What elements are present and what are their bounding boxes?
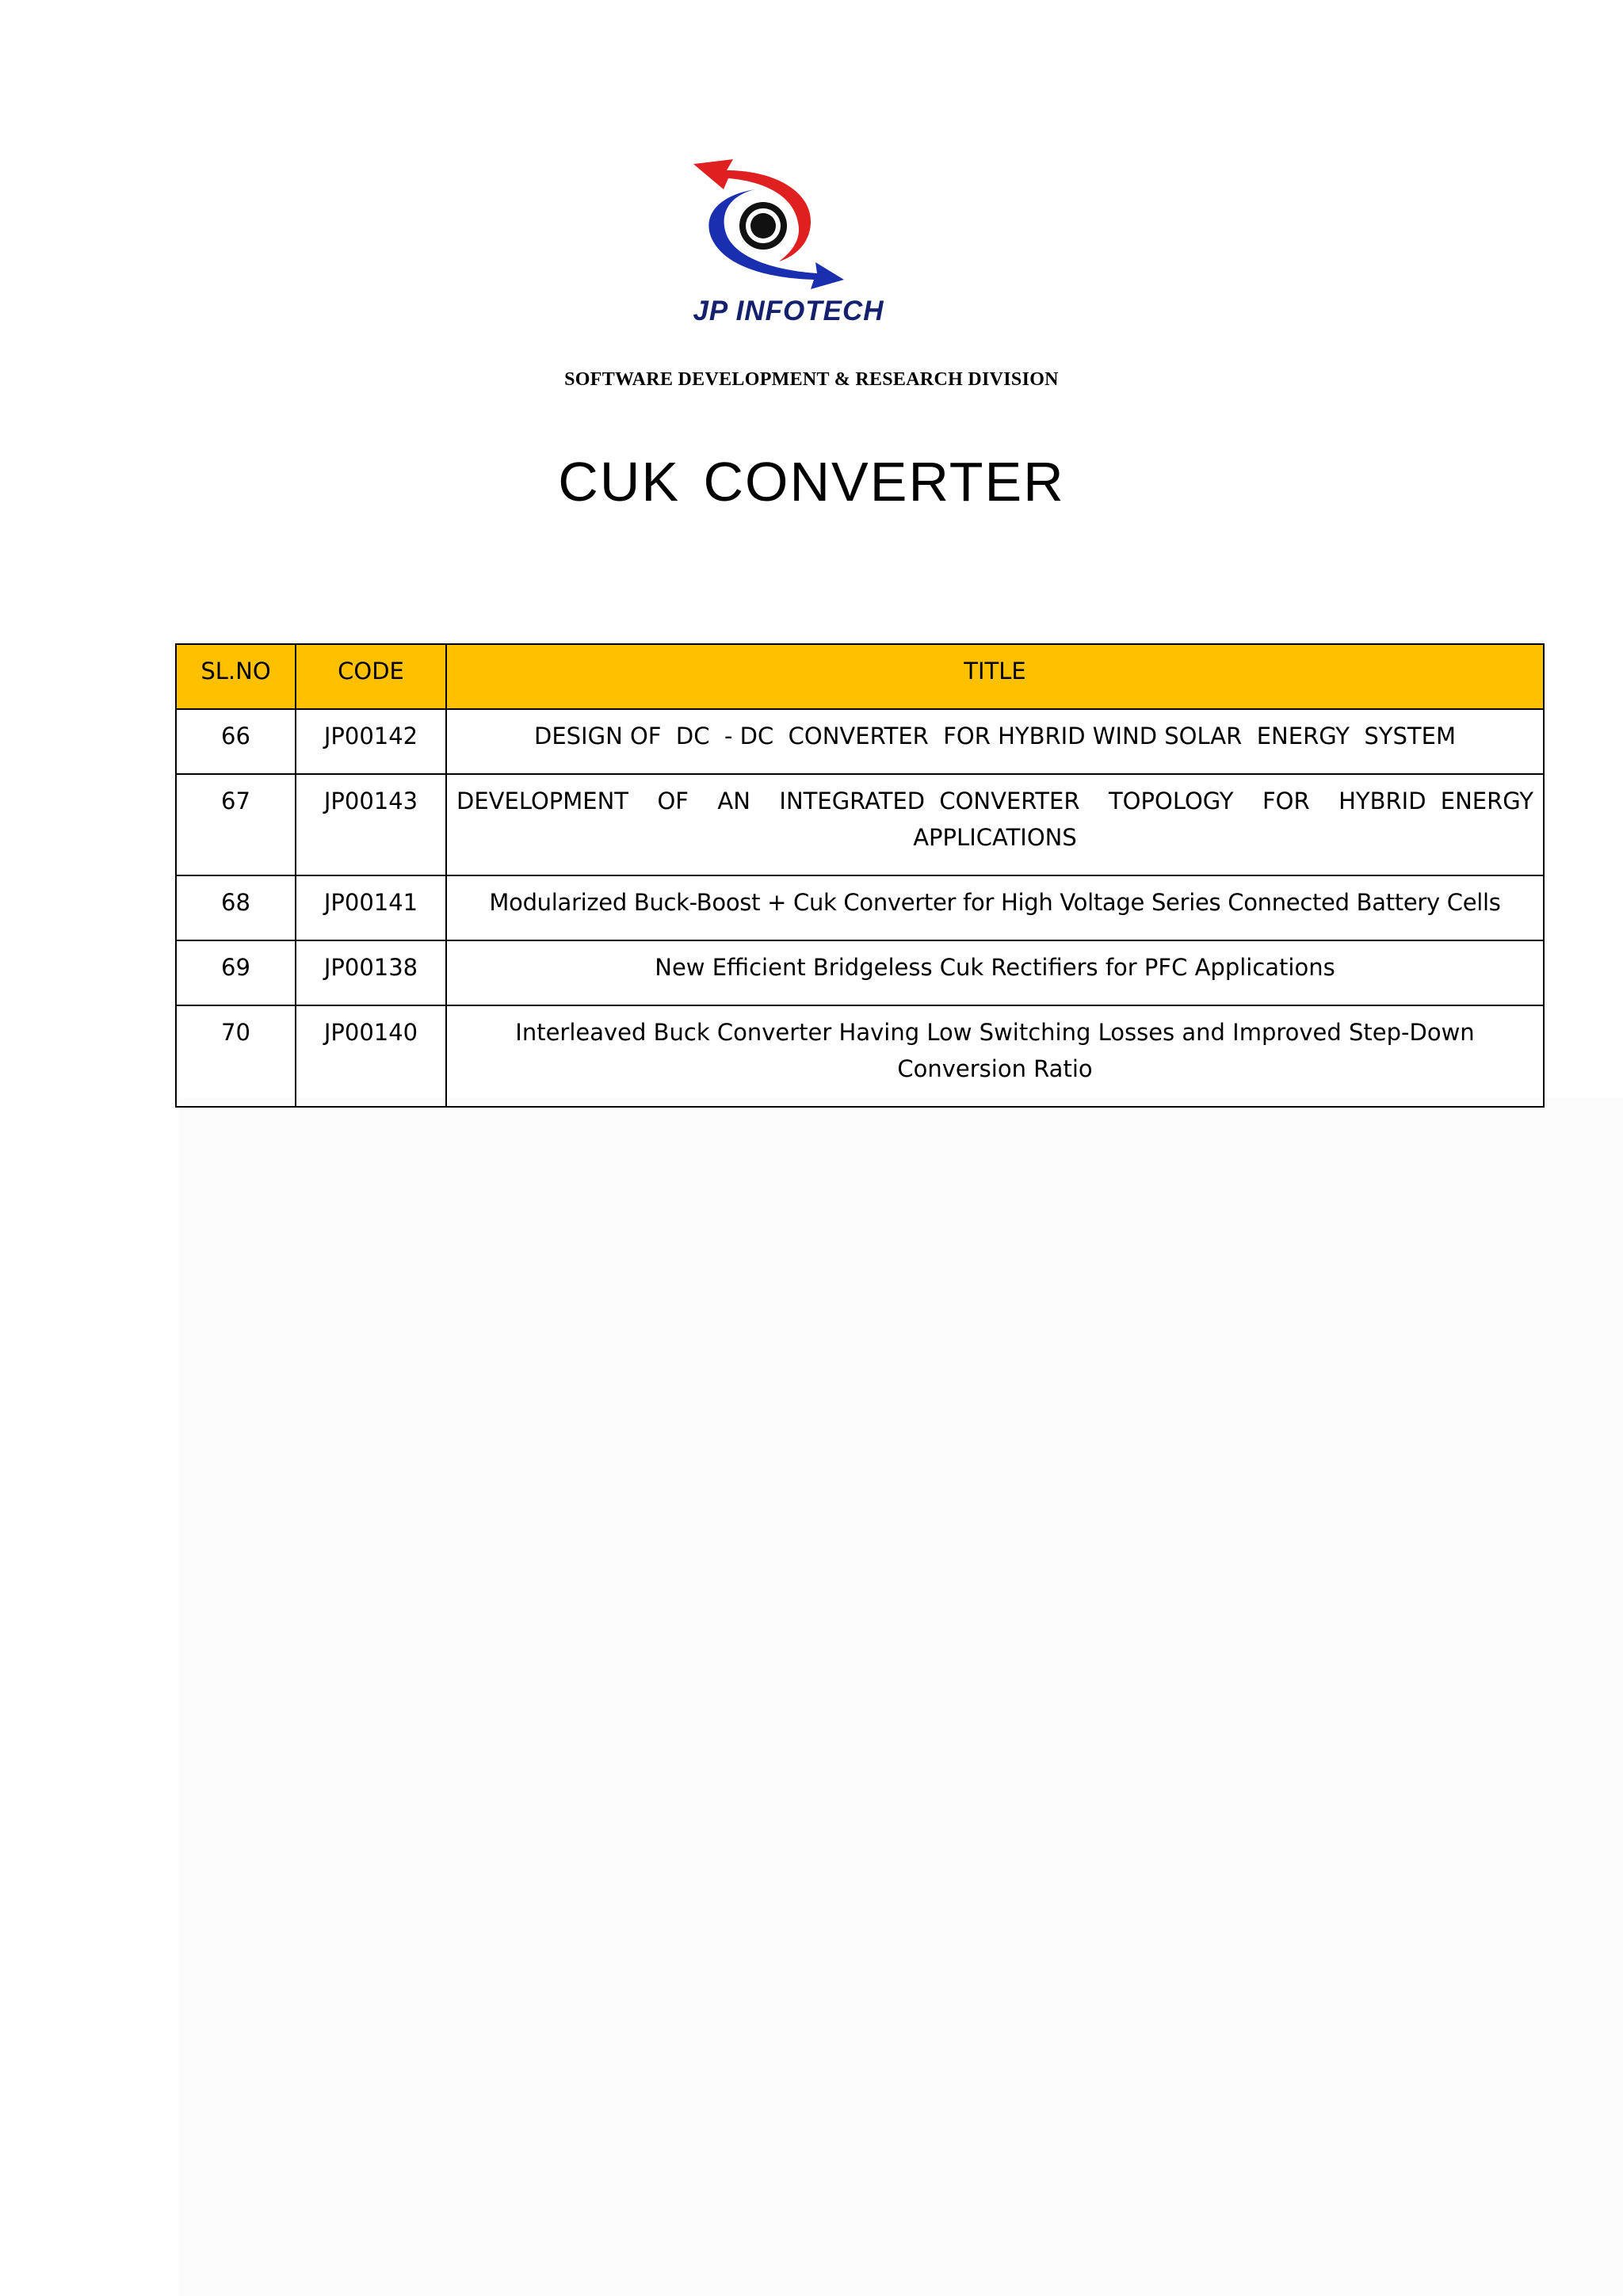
column-header-title: TITLE (446, 644, 1544, 709)
company-logo (678, 154, 899, 333)
cell-slno: 68 (176, 875, 296, 940)
cell-code: JP00138 (296, 940, 446, 1005)
table-row (176, 875, 1544, 940)
page-background-shade (178, 1097, 1623, 2296)
table-header-row (176, 644, 1544, 709)
cell-slno: 67 (176, 774, 296, 875)
table-row (176, 709, 1544, 774)
cell-title: Modularized Buck-Boost + Cuk Converter for High Voltage Series Connected Battery Cells (446, 875, 1544, 940)
cell-slno: 70 (176, 1005, 296, 1107)
cell-code: JP00140 (296, 1005, 446, 1107)
cell-title: New Efficient Bridgeless Cuk Rectifiers for PFC Applications (446, 940, 1544, 1005)
company-name: JP INFOTECH (693, 296, 884, 326)
table-row (176, 940, 1544, 1005)
cell-title: DESIGN OF DC - DC CONVERTER FOR HYBRID WIND SOLAR ENERGY SYSTEM (446, 709, 1544, 774)
projects-table (175, 643, 1545, 1108)
column-header-code: CODE (296, 644, 446, 709)
cell-title: DEVELOPMENT OF AN INTEGRATED CONVERTER TOPOLOGY FOR HYBRID ENERGY APPLICATIONS (446, 774, 1544, 875)
column-header-slno: SL.NO (176, 644, 296, 709)
eye-swirl-icon (678, 154, 899, 297)
table-row (176, 774, 1544, 875)
cell-code: JP00142 (296, 709, 446, 774)
cell-slno: 69 (176, 940, 296, 1005)
page-title: CUK CONVERTER (558, 451, 1065, 513)
cell-title: Interleaved Buck Converter Having Low Switching Losses and Improved Step-Down Conversion Ratio (446, 1005, 1544, 1107)
table-row (176, 1005, 1544, 1107)
cell-slno: 66 (176, 709, 296, 774)
cell-code: JP00143 (296, 774, 446, 875)
division-subtitle: SOFTWARE DEVELOPMENT & RESEARCH DIVISION (564, 369, 1059, 390)
cell-code: JP00141 (296, 875, 446, 940)
